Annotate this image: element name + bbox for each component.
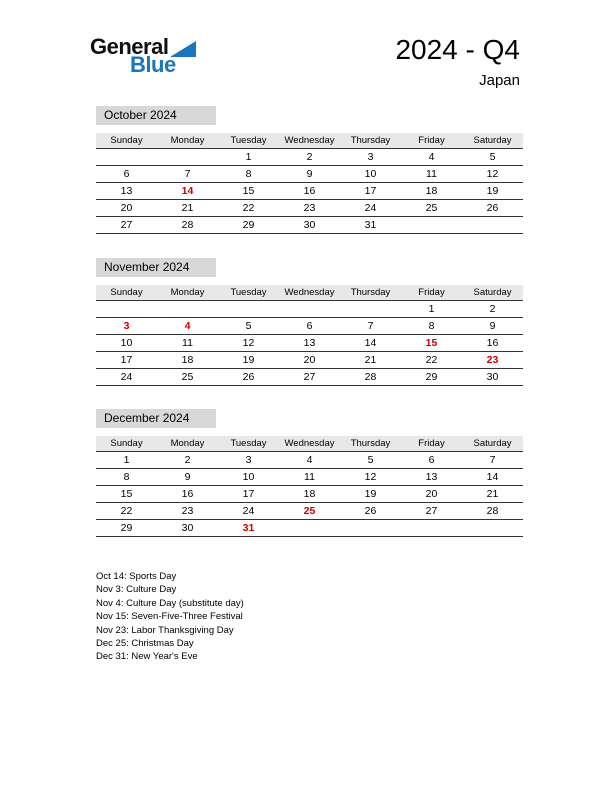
day-cell: 12 [340, 468, 401, 485]
day-cell: 18 [401, 182, 462, 199]
weekday-header: Wednesday [279, 133, 340, 148]
day-cell: 3 [218, 451, 279, 468]
day-cell: 15 [218, 182, 279, 199]
month-section-november [96, 258, 523, 386]
day-cell: 23 [462, 351, 523, 368]
weekday-header: Friday [401, 133, 462, 148]
empty-cell [157, 148, 218, 165]
day-cell: 7 [157, 165, 218, 182]
weekday-header: Saturday [462, 133, 523, 148]
day-cell: 17 [340, 182, 401, 199]
day-cell: 5 [340, 451, 401, 468]
calendar-table [96, 285, 523, 386]
day-cell: 22 [96, 502, 157, 519]
day-cell: 19 [462, 182, 523, 199]
day-cell: 9 [279, 165, 340, 182]
day-cell: 18 [157, 351, 218, 368]
day-cell: 27 [401, 502, 462, 519]
logo-text-general: General [90, 34, 169, 59]
weekday-header: Thursday [340, 133, 401, 148]
day-cell: 30 [279, 216, 340, 233]
day-cell: 19 [340, 485, 401, 502]
day-cell: 14 [157, 182, 218, 199]
holiday-line: Dec 25: Christmas Day [96, 638, 194, 650]
day-cell: 6 [279, 317, 340, 334]
day-cell: 7 [462, 451, 523, 468]
weekday-header: Sunday [96, 133, 157, 148]
week-row [96, 182, 523, 199]
week-row [96, 216, 523, 233]
day-cell: 13 [401, 468, 462, 485]
day-cell: 11 [157, 334, 218, 351]
day-cell: 19 [218, 351, 279, 368]
weekday-header: Sunday [96, 285, 157, 300]
day-cell: 17 [218, 485, 279, 502]
empty-cell [157, 300, 218, 317]
month-title: December 2024 [96, 409, 216, 428]
holiday-line: Nov 15: Seven-Five-Three Festival [96, 611, 243, 623]
week-row [96, 351, 523, 368]
day-cell: 20 [279, 351, 340, 368]
day-cell: 3 [96, 317, 157, 334]
day-cell: 28 [462, 502, 523, 519]
weekday-header: Thursday [340, 436, 401, 451]
week-row [96, 317, 523, 334]
day-cell: 26 [218, 368, 279, 385]
day-cell: 23 [279, 199, 340, 216]
day-cell: 30 [462, 368, 523, 385]
week-row [96, 519, 523, 536]
day-cell: 29 [218, 216, 279, 233]
week-row [96, 502, 523, 519]
empty-cell [340, 300, 401, 317]
day-cell: 14 [462, 468, 523, 485]
day-cell: 1 [218, 148, 279, 165]
day-cell: 22 [218, 199, 279, 216]
day-cell: 26 [340, 502, 401, 519]
day-cell: 4 [157, 317, 218, 334]
day-cell: 27 [96, 216, 157, 233]
day-cell: 15 [96, 485, 157, 502]
empty-cell [279, 300, 340, 317]
month-title: October 2024 [96, 106, 216, 125]
country-subtitle: Japan [479, 72, 520, 89]
day-cell: 18 [279, 485, 340, 502]
day-cell: 14 [340, 334, 401, 351]
day-cell: 17 [96, 351, 157, 368]
weekday-header: Monday [157, 436, 218, 451]
month-section-december [96, 409, 523, 537]
day-cell: 21 [157, 199, 218, 216]
weekday-header: Saturday [462, 285, 523, 300]
day-cell: 26 [462, 199, 523, 216]
empty-cell [401, 216, 462, 233]
day-cell: 20 [401, 485, 462, 502]
day-cell: 28 [157, 216, 218, 233]
day-cell: 27 [279, 368, 340, 385]
day-cell: 11 [279, 468, 340, 485]
day-cell: 5 [218, 317, 279, 334]
day-cell: 9 [157, 468, 218, 485]
empty-cell [279, 519, 340, 536]
empty-cell [96, 300, 157, 317]
day-cell: 16 [279, 182, 340, 199]
day-cell: 9 [462, 317, 523, 334]
empty-cell [462, 519, 523, 536]
empty-cell [218, 300, 279, 317]
day-cell: 5 [462, 148, 523, 165]
week-row [96, 451, 523, 468]
empty-cell [401, 519, 462, 536]
day-cell: 30 [157, 519, 218, 536]
quarter-title: 2024 - Q4 [395, 34, 520, 65]
day-cell: 10 [218, 468, 279, 485]
week-row [96, 148, 523, 165]
header-title-block [395, 34, 520, 89]
day-cell: 10 [340, 165, 401, 182]
weekday-header-row [96, 436, 523, 451]
general-blue-logo [90, 36, 196, 76]
day-cell: 13 [279, 334, 340, 351]
day-cell: 22 [401, 351, 462, 368]
day-cell: 28 [340, 368, 401, 385]
holiday-line: Nov 23: Labor Thanksgiving Day [96, 624, 234, 636]
month-title: November 2024 [96, 258, 216, 277]
day-cell: 25 [401, 199, 462, 216]
weekday-header: Tuesday [218, 285, 279, 300]
weekday-header: Wednesday [279, 436, 340, 451]
day-cell: 11 [401, 165, 462, 182]
weekday-header: Monday [157, 133, 218, 148]
day-cell: 24 [340, 199, 401, 216]
day-cell: 23 [157, 502, 218, 519]
week-row [96, 300, 523, 317]
day-cell: 12 [462, 165, 523, 182]
day-cell: 1 [401, 300, 462, 317]
week-row [96, 199, 523, 216]
day-cell: 24 [218, 502, 279, 519]
day-cell: 8 [218, 165, 279, 182]
holiday-list [96, 570, 244, 664]
weekday-header-row [96, 133, 523, 148]
day-cell: 21 [340, 351, 401, 368]
day-cell: 2 [279, 148, 340, 165]
day-cell: 7 [340, 317, 401, 334]
day-cell: 1 [96, 451, 157, 468]
day-cell: 20 [96, 199, 157, 216]
weekday-header: Sunday [96, 436, 157, 451]
holiday-line: Oct 14: Sports Day [96, 571, 177, 582]
weekday-header: Tuesday [218, 133, 279, 148]
week-row [96, 485, 523, 502]
day-cell: 3 [340, 148, 401, 165]
day-cell: 29 [401, 368, 462, 385]
day-cell: 4 [401, 148, 462, 165]
empty-cell [340, 519, 401, 536]
day-cell: 31 [218, 519, 279, 536]
weekday-header: Friday [401, 436, 462, 451]
day-cell: 2 [157, 451, 218, 468]
day-cell: 8 [96, 468, 157, 485]
weekday-header: Thursday [340, 285, 401, 300]
day-cell: 2 [462, 300, 523, 317]
day-cell: 21 [462, 485, 523, 502]
holiday-line: Nov 4: Culture Day (substitute day) [96, 597, 244, 609]
day-cell: 16 [157, 485, 218, 502]
weekday-header: Friday [401, 285, 462, 300]
week-row [96, 468, 523, 485]
day-cell: 6 [401, 451, 462, 468]
day-cell: 15 [401, 334, 462, 351]
weekday-header-row [96, 285, 523, 300]
weekday-header: Monday [157, 285, 218, 300]
logo-text-blue: Blue [130, 52, 176, 77]
day-cell: 10 [96, 334, 157, 351]
day-cell: 4 [279, 451, 340, 468]
day-cell: 25 [279, 502, 340, 519]
day-cell: 24 [96, 368, 157, 385]
day-cell: 6 [96, 165, 157, 182]
empty-cell [462, 216, 523, 233]
calendar-table [96, 436, 523, 537]
calendar-table [96, 133, 523, 234]
weekday-header: Wednesday [279, 285, 340, 300]
day-cell: 12 [218, 334, 279, 351]
day-cell: 31 [340, 216, 401, 233]
day-cell: 29 [96, 519, 157, 536]
day-cell: 13 [96, 182, 157, 199]
week-row [96, 165, 523, 182]
week-row [96, 334, 523, 351]
empty-cell [96, 148, 157, 165]
holiday-line: Nov 3: Culture Day [96, 584, 177, 596]
holiday-line: Dec 31: New Year's Eve [96, 651, 198, 663]
weekday-header: Saturday [462, 436, 523, 451]
weekday-header: Tuesday [218, 436, 279, 451]
day-cell: 25 [157, 368, 218, 385]
week-row [96, 368, 523, 385]
day-cell: 8 [401, 317, 462, 334]
day-cell: 16 [462, 334, 523, 351]
month-section-october [96, 106, 523, 234]
